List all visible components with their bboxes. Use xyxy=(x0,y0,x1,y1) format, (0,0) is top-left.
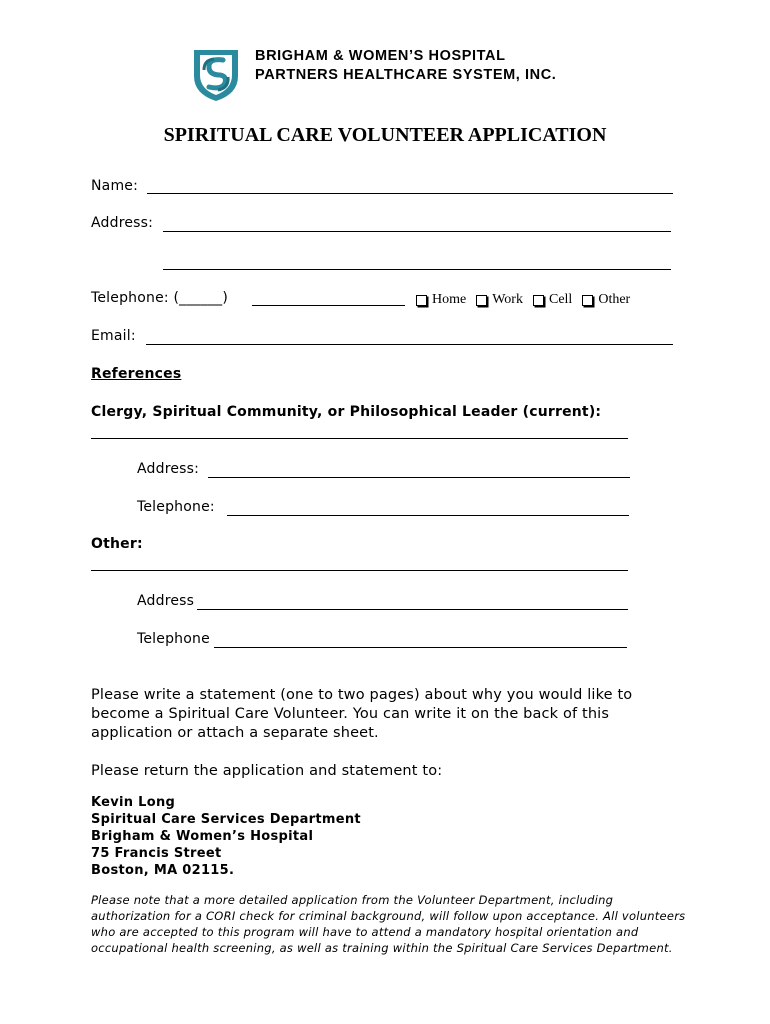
address-label: Address: xyxy=(91,215,154,231)
name-label: Name: xyxy=(91,178,139,194)
clergy-address-line[interactable] xyxy=(208,477,630,478)
address-line: Spiritual Care Services Department xyxy=(91,812,361,827)
hospital-name: BRIGHAM & WOMEN’S HOSPITAL xyxy=(255,48,506,64)
telephone-input-line[interactable] xyxy=(252,305,405,306)
checkbox-icon[interactable] xyxy=(582,295,593,306)
other-name-line[interactable] xyxy=(91,570,628,571)
system-name: PARTNERS HEALTHCARE SYSTEM, INC. xyxy=(255,67,557,83)
other-heading: Other: xyxy=(91,536,143,552)
address-input-line[interactable] xyxy=(163,231,671,232)
checkbox-icon[interactable] xyxy=(476,295,487,306)
statement-instructions: Please write a statement (one to two pages) about why you would like to become a Spiritual Care Volunteer. You can write it on the back of this application or attach a separate sheet. xyxy=(91,687,633,741)
phone-type-work[interactable]: Work xyxy=(476,292,523,308)
clergy-heading: Clergy, Spiritual Community, or Philosophical Leader (current): xyxy=(91,404,602,420)
address-line: 75 Francis Street xyxy=(91,846,222,861)
phone-type-home[interactable]: Home xyxy=(416,292,466,308)
checkbox-icon[interactable] xyxy=(416,295,427,306)
other-telephone-label: Telephone xyxy=(137,631,210,647)
address-input-line-2[interactable] xyxy=(163,269,671,270)
return-instructions: Please return the application and statement to: xyxy=(91,763,443,779)
return-address xyxy=(91,794,361,879)
email-input-line[interactable] xyxy=(146,344,673,345)
address-line: Brigham & Women’s Hospital xyxy=(91,829,314,844)
checkbox-icon[interactable] xyxy=(533,295,544,306)
email-label: Email: xyxy=(91,328,136,344)
clergy-telephone-label: Telephone: xyxy=(137,499,215,515)
telephone-label: Telephone: (______) xyxy=(91,290,228,306)
clergy-telephone-line[interactable] xyxy=(227,515,629,516)
page-title: SPIRITUAL CARE VOLUNTEER APPLICATION xyxy=(163,124,607,146)
phone-type-cell[interactable]: Cell xyxy=(533,292,572,308)
hospital-logo xyxy=(192,46,240,102)
other-address-label: Address xyxy=(137,593,195,609)
phone-type-other[interactable]: Other xyxy=(582,292,630,308)
acceptance-note: Please note that a more detailed application from the Volunteer Department, including authorization for a CORI check for criminal background, will follow upon acceptance. All volunteers who are accepted to this program will have to attend a mandatory hospital orientation and occupational health screening, as well as training within the Spiritual Care Services Department. xyxy=(91,893,686,955)
phone-type-options xyxy=(416,292,630,308)
other-address-line[interactable] xyxy=(197,609,628,610)
clergy-address-label: Address: xyxy=(137,461,200,477)
address-line: Kevin Long xyxy=(91,795,176,810)
other-telephone-line[interactable] xyxy=(214,647,627,648)
name-input-line[interactable] xyxy=(147,193,673,194)
address-line: Boston, MA 02115. xyxy=(91,863,235,878)
clergy-name-line[interactable] xyxy=(91,438,628,439)
references-heading: References xyxy=(91,366,182,382)
